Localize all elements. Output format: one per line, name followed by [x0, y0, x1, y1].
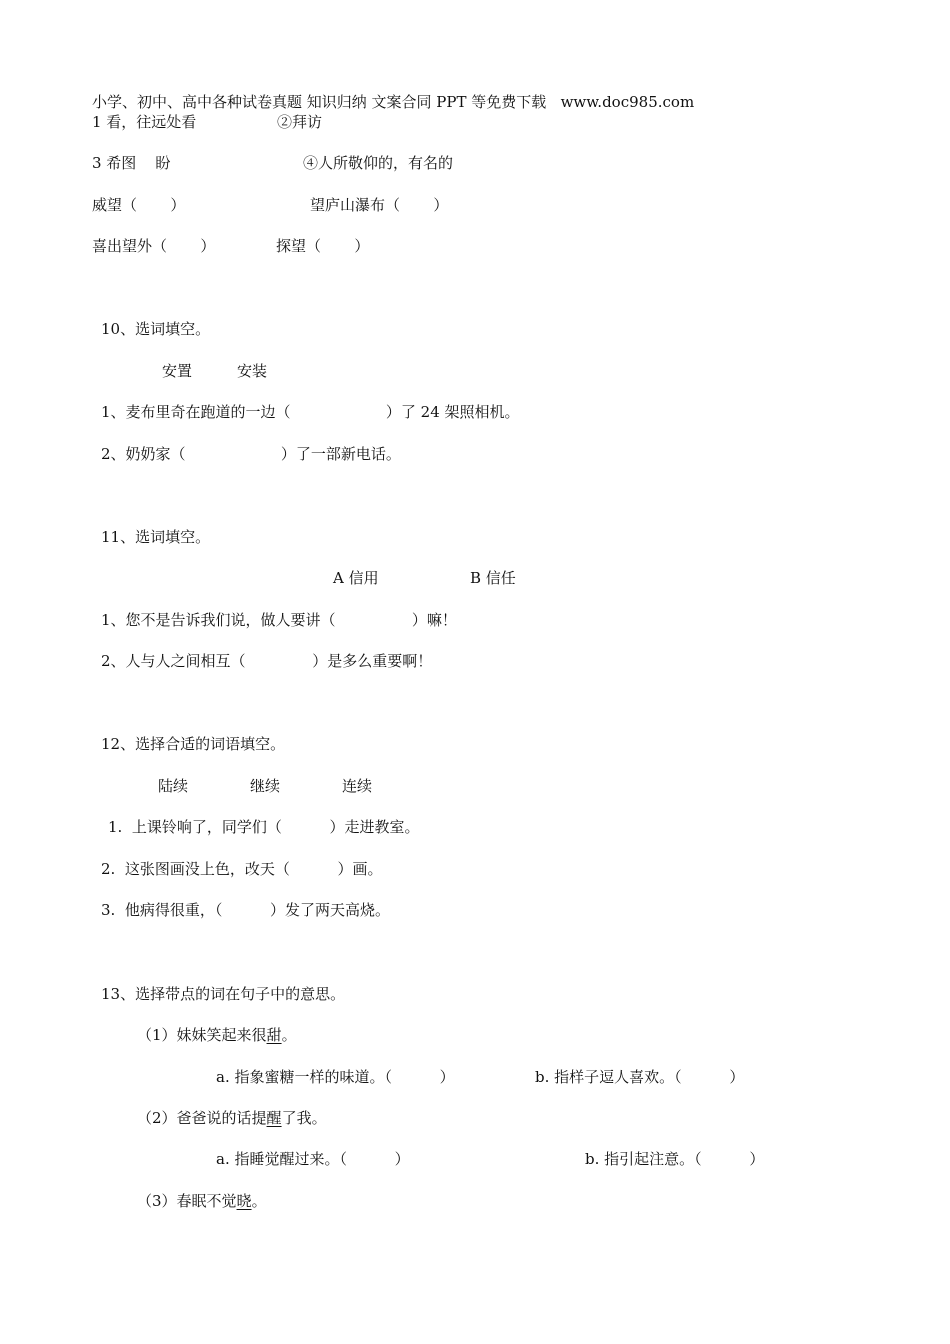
q13-s2-option-a: a. 指睡觉醒过来。（ ）: [216, 1150, 410, 1168]
q13-s1-option-b: b. 指样子逗人喜欢。（ ）: [535, 1068, 745, 1086]
dotted-word: 甜: [266, 1026, 282, 1044]
word-wanglushan: 望庐山瀑布（ ）: [310, 196, 449, 214]
q12-option-1: 陆续: [158, 777, 189, 795]
dotted-word: 晓: [236, 1192, 252, 1210]
meaning-2: ②拜访: [277, 113, 323, 131]
sentence-text: （1）妹妹笑起来很: [137, 1026, 267, 1044]
q13-sentence-3: [137, 1191, 267, 1211]
q10-option-1: 安置: [162, 362, 193, 380]
q12-item-2: 2. 这张图画没上色，改天（ ）画。: [101, 860, 383, 878]
question-11-title: 11、选词填空。: [101, 528, 211, 546]
page-header: 小学、初中、高中各种试卷真题 知识归纳 文案合同 PPT 等免费下载 www.doc985.com: [92, 93, 695, 111]
q10-item-1: 1、麦布里奇在跑道的一边（ ）了 24 架照相机。: [101, 403, 520, 421]
dotted-word: 醒: [266, 1109, 282, 1127]
sentence-text: （3）春眠不觉: [137, 1192, 237, 1210]
q12-option-3: 连续: [342, 777, 373, 795]
q11-option-b: B 信任: [470, 569, 516, 587]
q10-option-2: 安装: [237, 362, 268, 380]
word-xichuwangwai: 喜出望外（ ）: [92, 237, 216, 255]
q13-s1-option-a: a. 指象蜜糖一样的味道。（ ）: [216, 1068, 455, 1086]
q13-sentence-2: [137, 1108, 327, 1128]
q12-option-2: 继续: [250, 777, 281, 795]
q11-item-1: 1、您不是告诉我们说，做人要讲（ ）嘛！: [101, 611, 457, 629]
meaning-4: ④人所敬仰的，有名的: [303, 154, 454, 172]
meaning-1: 1 看，往远处看: [92, 113, 197, 131]
sentence-text: （2）爸爸说的话提: [137, 1109, 267, 1127]
q11-option-a: A 信用: [333, 569, 379, 587]
question-13-title: 13、选择带点的词在句子中的意思。: [101, 985, 346, 1003]
q10-item-2: 2、奶奶家（ ）了一部新电话。: [101, 445, 401, 463]
sentence-end: 。: [251, 1192, 267, 1210]
q12-item-1: 1. 上课铃响了，同学们（ ）走进教室。: [108, 818, 420, 836]
question-12-title: 12、选择合适的词语填空。: [101, 735, 286, 753]
word-weiwang: 威望（ ）: [92, 196, 186, 214]
q13-sentence-1: [137, 1025, 297, 1045]
q13-s2-option-b: b. 指引起注意。（ ）: [585, 1150, 765, 1168]
word-tanwang: 探望（ ）: [276, 237, 370, 255]
sentence-end: 了我。: [281, 1109, 327, 1127]
q12-item-3: 3. 他病得很重，（ ）发了两天高烧。: [101, 901, 391, 919]
meaning-3: 3 希图 盼: [92, 154, 171, 172]
q11-item-2: 2、人与人之间相互（ ）是多么重要啊！: [101, 652, 433, 670]
sentence-end: 。: [281, 1026, 297, 1044]
question-10-title: 10、选词填空。: [101, 320, 211, 338]
